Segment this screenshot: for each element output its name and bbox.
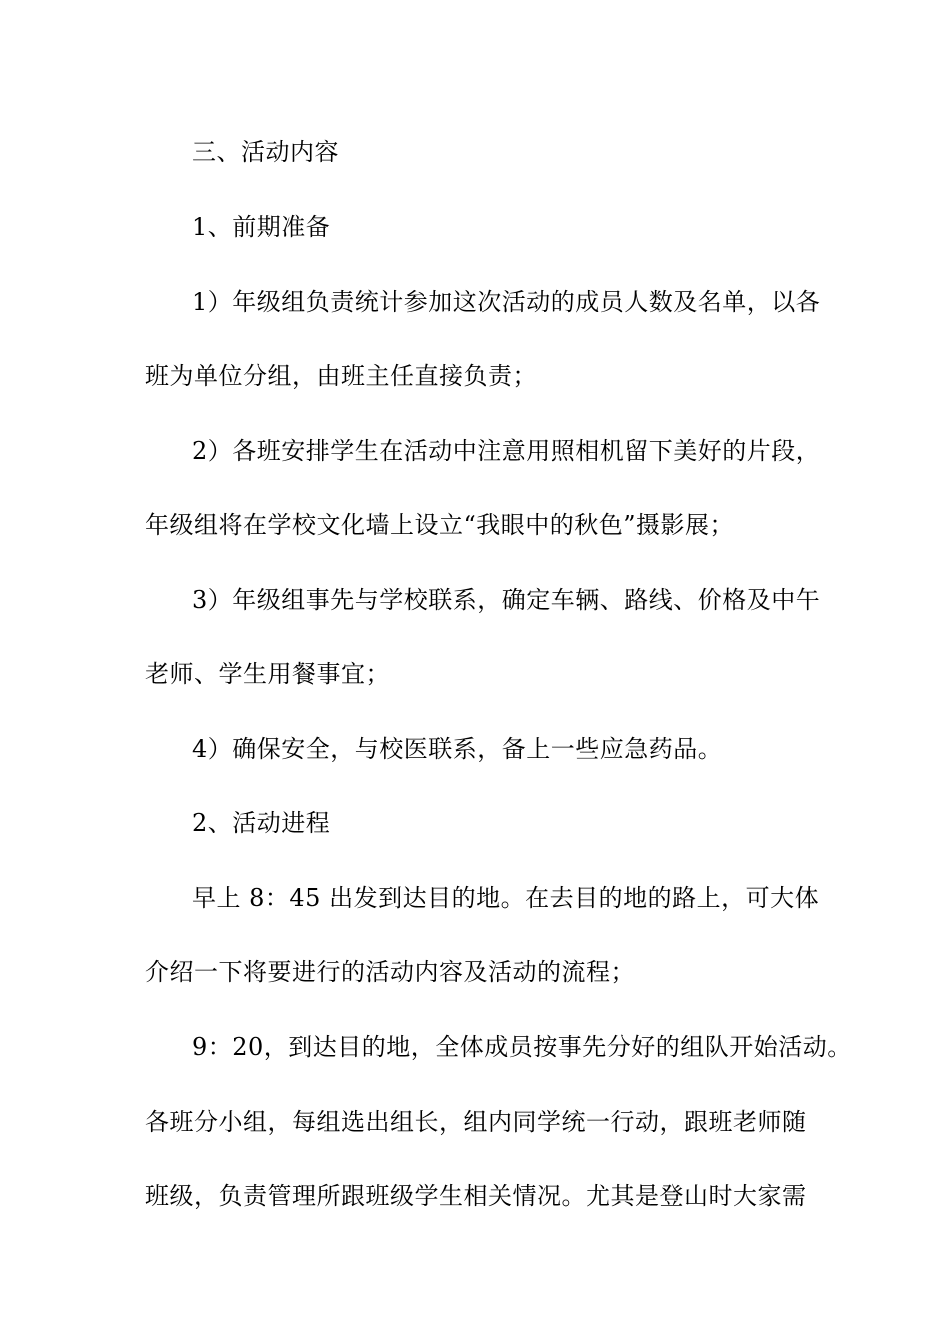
paragraph-line: 早上 8：45 出发到达目的地。在去目的地的路上，可大体 [192, 884, 820, 912]
paragraph-line: 班为单位分组，由班主任直接负责； [145, 362, 537, 390]
paragraph-line: 各班分小组，每组选出组长，组内同学统一行动，跟班老师随 [145, 1108, 807, 1136]
paragraph-line: 1）年级组负责统计参加这次活动的成员人数及名单，以各 [192, 288, 821, 316]
paragraph-line: 2）各班安排学生在活动中注意用照相机留下美好的片段， [192, 437, 821, 465]
paragraph-line: 4）确保安全，与校医联系，备上一些应急药品。 [192, 735, 723, 763]
paragraph-line: 班级，负责管理所跟班级学生相关情况。尤其是登山时大家需 [145, 1182, 807, 1210]
subsection-heading: 1、前期准备 [192, 213, 331, 241]
paragraph-line: 9：20，到达目的地，全体成员按事先分好的组队开始活动。 [192, 1033, 852, 1061]
paragraph-line: 介绍一下将要进行的活动内容及活动的流程； [145, 958, 635, 986]
paragraph-line: 年级组将在学校文化墙上设立“我眼中的秋色”摄影展； [145, 511, 735, 539]
section-heading: 三、活动内容 [192, 138, 339, 166]
paragraph-line: 3）年级组事先与学校联系，确定车辆、路线、价格及中午 [192, 586, 821, 614]
subsection-heading: 2、活动进程 [192, 809, 331, 837]
paragraph-line: 老师、学生用餐事宜； [145, 660, 390, 688]
